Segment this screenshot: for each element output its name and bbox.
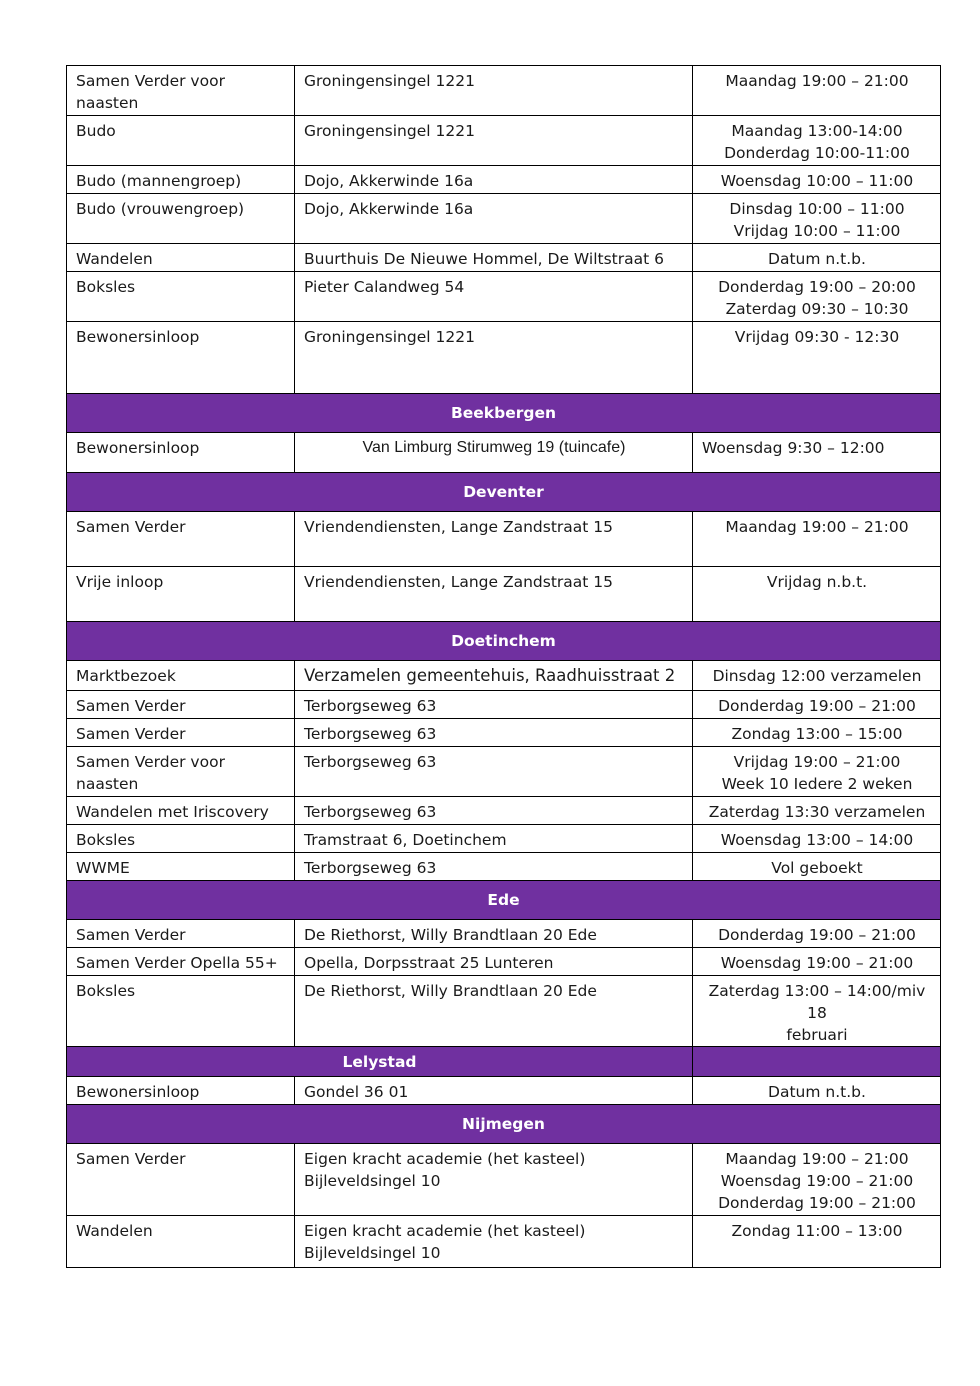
location-cell: Groningensingel 1221: [295, 116, 693, 166]
schedule-cell: Dinsdag 12:00 verzamelen: [693, 661, 941, 691]
table-row: [67, 512, 941, 567]
location-cell: Terborgseweg 63: [295, 691, 693, 719]
schedule-cell: Donderdag 19:00 – 21:00: [693, 691, 941, 719]
schedule-cell: Woensdag 9:30 – 12:00: [693, 433, 941, 473]
location-cell: Van Limburg Stirumweg 19 (tuincafe): [295, 433, 693, 473]
table-row: [67, 567, 941, 622]
schedule-cell: Vrijdag 09:30 - 12:30: [693, 322, 941, 394]
location-cell: Terborgseweg 63: [295, 797, 693, 825]
schedule-cell: Zondag 13:00 – 15:00: [693, 719, 941, 747]
table-row: [67, 433, 941, 473]
location-cell: Vriendendiensten, Lange Zandstraat 15: [295, 512, 693, 567]
table-row: [67, 747, 941, 797]
table-row: [67, 691, 941, 719]
table-row: [67, 1144, 941, 1216]
activity-cell: Samen Verder: [67, 691, 295, 719]
activity-cell: Marktbezoek: [67, 661, 295, 691]
section-header-nijmegen: [67, 1105, 941, 1144]
section-title: Lelystad: [67, 1047, 693, 1077]
schedule-cell: Donderdag 19:00 – 21:00: [693, 920, 941, 948]
location-cell: Dojo, Akkerwinde 16a: [295, 194, 693, 244]
schedule-cell: Zondag 11:00 – 13:00: [693, 1216, 941, 1268]
section-header-ede: [67, 881, 941, 920]
schedule-cell: Maandag 13:00-14:00 Donderdag 10:00-11:00: [693, 116, 941, 166]
section-header-doetinchem: [67, 622, 941, 661]
table-row: [67, 948, 941, 976]
schedule-cell: Woensdag 10:00 – 11:00: [693, 166, 941, 194]
location-cell: Groningensingel 1221: [295, 322, 693, 394]
table-row: [67, 853, 941, 881]
activity-cell: Boksles: [67, 272, 295, 322]
activity-cell: Samen Verder: [67, 512, 295, 567]
table-row: [67, 166, 941, 194]
activity-schedule-table: [66, 65, 941, 1268]
location-cell: Verzamelen gemeentehuis, Raadhuisstraat 2: [295, 661, 693, 691]
schedule-cell: Datum n.t.b.: [693, 244, 941, 272]
table-row: [67, 976, 941, 1047]
table-row: [67, 1077, 941, 1105]
table-row: [67, 116, 941, 166]
location-cell: Terborgseweg 63: [295, 719, 693, 747]
section-header-lelystad: [67, 1047, 941, 1077]
activity-cell: Samen Verder: [67, 719, 295, 747]
schedule-cell: Donderdag 19:00 – 20:00 Zaterdag 09:30 – 10:30: [693, 272, 941, 322]
table-row: [67, 194, 941, 244]
activity-cell: Wandelen met Iriscovery: [67, 797, 295, 825]
location-cell: De Riethorst, Willy Brandtlaan 20 Ede: [295, 976, 693, 1047]
section-header-beekbergen: [67, 394, 941, 433]
location-cell: Groningensingel 1221: [295, 66, 693, 116]
location-cell: Opella, Dorpsstraat 25 Lunteren: [295, 948, 693, 976]
schedule-cell: Woensdag 13:00 – 14:00: [693, 825, 941, 853]
activity-cell: Samen Verder: [67, 920, 295, 948]
location-cell: Terborgseweg 63: [295, 747, 693, 797]
location-cell: Dojo, Akkerwinde 16a: [295, 166, 693, 194]
activity-cell: Budo (mannengroep): [67, 166, 295, 194]
schedule-cell: Datum n.t.b.: [693, 1077, 941, 1105]
table-row: [67, 719, 941, 747]
activity-cell: Boksles: [67, 976, 295, 1047]
section-title: Doetinchem: [67, 622, 941, 661]
table-row: [67, 920, 941, 948]
activity-cell: Bewonersinloop: [67, 1077, 295, 1105]
table-row: [67, 322, 941, 394]
location-cell: Gondel 36 01: [295, 1077, 693, 1105]
activity-cell: Wandelen: [67, 244, 295, 272]
section-bar-blank: [693, 1047, 941, 1077]
activity-cell: Budo: [67, 116, 295, 166]
table-row: [67, 1216, 941, 1268]
activity-cell: Budo (vrouwengroep): [67, 194, 295, 244]
activity-cell: Vrije inloop: [67, 567, 295, 622]
location-cell: Terborgseweg 63: [295, 853, 693, 881]
table-row: [67, 272, 941, 322]
activity-cell: Bewonersinloop: [67, 322, 295, 394]
activity-cell: WWME: [67, 853, 295, 881]
section-title: Beekbergen: [67, 394, 941, 433]
section-title: Ede: [67, 881, 941, 920]
activity-cell: Samen Verder: [67, 1144, 295, 1216]
activity-cell: Wandelen: [67, 1216, 295, 1268]
schedule-cell: Maandag 19:00 – 21:00 Woensdag 19:00 – 21:00 Donderdag 19:00 – 21:00: [693, 1144, 941, 1216]
schedule-cell: Vrijdag 19:00 – 21:00 Week 10 Iedere 2 weken: [693, 747, 941, 797]
schedule-cell: Vol geboekt: [693, 853, 941, 881]
location-cell: Vriendendiensten, Lange Zandstraat 15: [295, 567, 693, 622]
activity-cell: Boksles: [67, 825, 295, 853]
activity-cell: Bewonersinloop: [67, 433, 295, 473]
location-cell: Pieter Calandweg 54: [295, 272, 693, 322]
schedule-cell: Maandag 19:00 – 21:00: [693, 512, 941, 567]
table-row: [67, 66, 941, 116]
location-cell: Tramstraat 6, Doetinchem: [295, 825, 693, 853]
schedule-cell: Woensdag 19:00 – 21:00: [693, 948, 941, 976]
location-cell: Eigen kracht academie (het kasteel) Bijleveldsingel 10: [295, 1216, 693, 1268]
schedule-cell: Dinsdag 10:00 – 11:00 Vrijdag 10:00 – 11:00: [693, 194, 941, 244]
table-row: [67, 244, 941, 272]
schedule-cell: Zaterdag 13:30 verzamelen: [693, 797, 941, 825]
table-row: [67, 661, 941, 691]
activity-cell: Samen Verder voor naasten: [67, 66, 295, 116]
location-cell: Buurthuis De Nieuwe Hommel, De Wiltstraat 6: [295, 244, 693, 272]
location-cell: De Riethorst, Willy Brandtlaan 20 Ede: [295, 920, 693, 948]
schedule-cell: Vrijdag n.b.t.: [693, 567, 941, 622]
table-row: [67, 825, 941, 853]
schedule-cell: Maandag 19:00 – 21:00: [693, 66, 941, 116]
section-header-deventer: [67, 473, 941, 512]
schedule-cell: Zaterdag 13:00 – 14:00/miv 18 februari: [693, 976, 941, 1047]
table-row: [67, 797, 941, 825]
location-cell: Eigen kracht academie (het kasteel) Bijleveldsingel 10: [295, 1144, 693, 1216]
section-title: Nijmegen: [67, 1105, 941, 1144]
section-title: Deventer: [67, 473, 941, 512]
activity-cell: Samen Verder voor naasten: [67, 747, 295, 797]
activity-cell: Samen Verder Opella 55+: [67, 948, 295, 976]
